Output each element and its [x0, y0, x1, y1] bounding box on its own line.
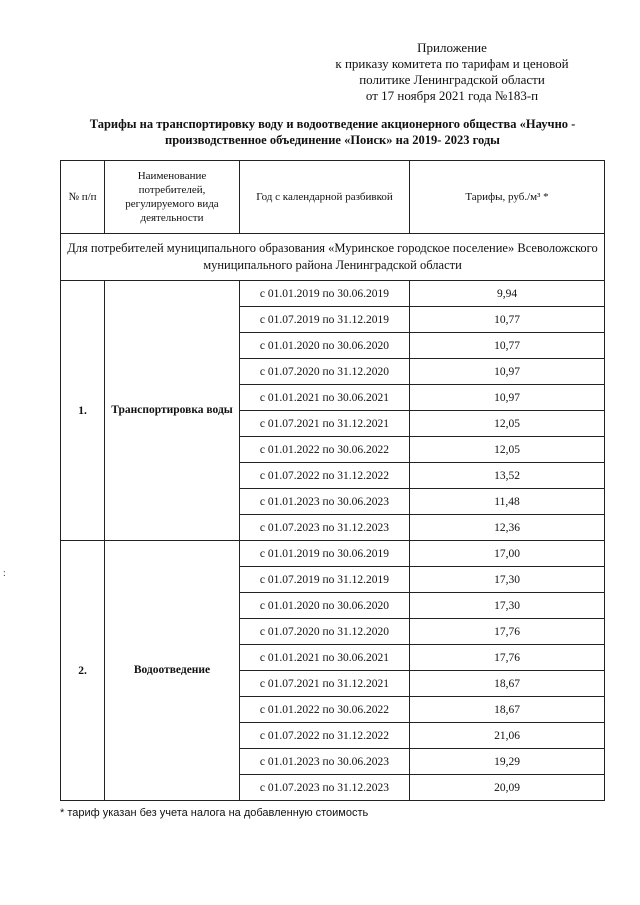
section-number: 2.: [61, 541, 105, 801]
appendix-order-line: от 17 ноября 2021 года №183-п: [365, 88, 539, 103]
period-cell: с 01.01.2022 по 30.06.2022: [240, 697, 410, 723]
footnote: * тариф указан без учета налога на добавленную стоимость: [60, 807, 369, 819]
header-consumer: Наименование потребителей, регулируемого вида деятельности: [105, 161, 240, 234]
tariff-cell: 10,97: [410, 359, 605, 385]
tariff-cell: 13,52: [410, 463, 605, 489]
tariff-cell: 12,05: [410, 411, 605, 437]
header-tariff: Тарифы, руб./м³ *: [410, 161, 605, 234]
appendix-header: [322, 40, 582, 104]
header-year: Год с календарной разбивкой: [240, 161, 410, 234]
table-row: [61, 541, 605, 567]
period-cell: с 01.01.2020 по 30.06.2020: [240, 593, 410, 619]
tariff-cell: 12,36: [410, 515, 605, 541]
period-cell: с 01.01.2021 по 30.06.2021: [240, 645, 410, 671]
tariff-cell: 9,94: [410, 281, 605, 307]
group-title: Для потребителей муниципального образования «Муринское городское поселение» Всеволожского муниципального района Ленинградской области: [61, 234, 605, 281]
tariff-cell: 10,77: [410, 333, 605, 359]
title-line: производственное объединение «Поиск» на 2019- 2023 годы: [165, 133, 500, 147]
section-activity: Водоотведение: [105, 541, 240, 801]
section-number: 1.: [61, 281, 105, 541]
period-cell: с 01.01.2019 по 30.06.2019: [240, 281, 410, 307]
tariff-cell: 18,67: [410, 697, 605, 723]
header-num: № п/п: [61, 161, 105, 234]
tariff-cell: 10,77: [410, 307, 605, 333]
table-header-row: [61, 161, 605, 234]
tariff-cell: 17,76: [410, 645, 605, 671]
period-cell: с 01.01.2023 по 30.06.2023: [240, 749, 410, 775]
period-cell: с 01.01.2019 по 30.06.2019: [240, 541, 410, 567]
tariff-cell: 19,29: [410, 749, 605, 775]
period-cell: с 01.07.2019 по 31.12.2019: [240, 567, 410, 593]
period-cell: с 01.07.2019 по 31.12.2019: [240, 307, 410, 333]
period-cell: с 01.07.2020 по 31.12.2020: [240, 359, 410, 385]
period-cell: с 01.01.2022 по 30.06.2022: [240, 437, 410, 463]
period-cell: с 01.07.2023 по 31.12.2023: [240, 775, 410, 801]
tariff-cell: 11,48: [410, 489, 605, 515]
tariff-cell: 20,09: [410, 775, 605, 801]
margin-mark: :: [3, 568, 6, 579]
period-cell: с 01.07.2020 по 31.12.2020: [240, 619, 410, 645]
period-cell: с 01.01.2020 по 30.06.2020: [240, 333, 410, 359]
table-row: [61, 281, 605, 307]
tariff-cell: 17,00: [410, 541, 605, 567]
tariff-cell: 17,76: [410, 619, 605, 645]
period-cell: с 01.07.2021 по 31.12.2021: [240, 671, 410, 697]
appendix-line: к приказу комитета по тарифам и ценовой: [335, 56, 569, 71]
title-line: Тарифы на транспортировку воду и водоотведение акционерного общества «Научно -: [89, 117, 576, 131]
table-body: [61, 234, 605, 801]
section-activity: Транспортировка воды: [105, 281, 240, 541]
period-cell: с 01.01.2023 по 30.06.2023: [240, 489, 410, 515]
group-title-row: [61, 234, 605, 281]
tariff-cell: 21,06: [410, 723, 605, 749]
document-title: [60, 116, 605, 148]
tariff-cell: 17,30: [410, 593, 605, 619]
period-cell: с 01.01.2021 по 30.06.2021: [240, 385, 410, 411]
appendix-line: Приложение: [417, 40, 487, 55]
appendix-line: политике Ленинградской области: [359, 72, 545, 87]
tariff-cell: 12,05: [410, 437, 605, 463]
period-cell: с 01.07.2022 по 31.12.2022: [240, 463, 410, 489]
period-cell: с 01.07.2021 по 31.12.2021: [240, 411, 410, 437]
tariff-cell: 10,97: [410, 385, 605, 411]
period-cell: с 01.07.2022 по 31.12.2022: [240, 723, 410, 749]
tariff-cell: 18,67: [410, 671, 605, 697]
period-cell: с 01.07.2023 по 31.12.2023: [240, 515, 410, 541]
tariff-cell: 17,30: [410, 567, 605, 593]
tariff-table: [60, 160, 605, 801]
